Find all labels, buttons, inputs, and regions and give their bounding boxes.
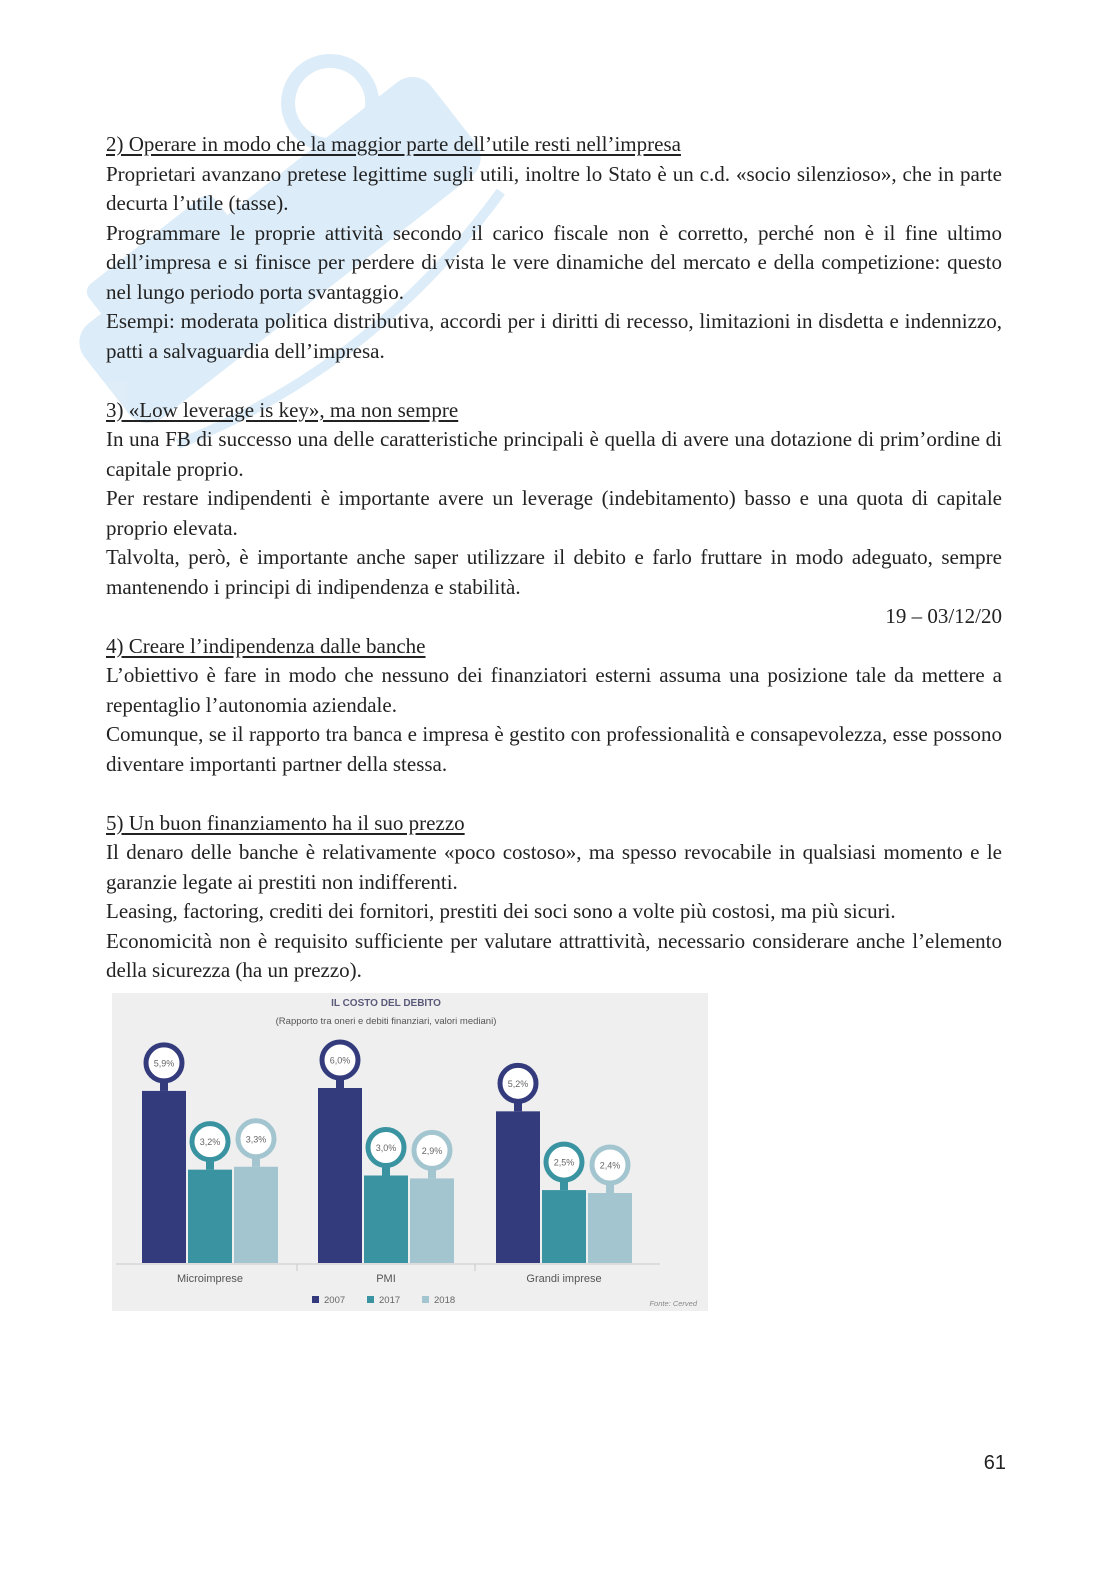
chart-data-label: 3,0%: [375, 1143, 397, 1153]
chart-data-label: 5,9%: [153, 1058, 175, 1069]
section-utile: [106, 130, 1002, 366]
chart-bar: [588, 1193, 632, 1263]
chart-bar: [410, 1178, 454, 1263]
chart-legend-label: 2017: [379, 1295, 401, 1306]
paragraph: L’obiettivo è fare in modo che nessuno dei finanziatori esterni assuma una posizione tale da mettere a repentaglio l’autonomia aziendale.: [106, 663, 1002, 717]
chart-data-label: 5,2%: [507, 1078, 529, 1089]
paragraph: Programmare le proprie attività secondo il carico fiscale non è corretto, perché non è il fine ultimo dell’impresa e si finisce per perdere di vista le vere dinamiche del mercato e della competizione: questo nel lungo periodo porta svantaggio.: [106, 220, 1002, 304]
chart-legend-swatch: [312, 1296, 319, 1303]
document-body: [106, 130, 1002, 986]
chart-data-label: 6,0%: [329, 1055, 351, 1066]
chart-data-label: 3,3%: [245, 1134, 267, 1145]
section-banche: [106, 632, 1002, 780]
paragraph: Il denaro delle banche è relativamente «poco costoso», ma spesso revocabile in qualsiasi momento e le garanzie legate ai prestiti non indifferenti.: [106, 840, 1002, 894]
page-number: 61: [983, 1452, 1006, 1474]
section-finanziamento: [106, 809, 1002, 986]
chart-bar: [364, 1176, 408, 1264]
chart-legend-label: 2018: [434, 1295, 456, 1306]
chart-subtitle: (Rapporto tra oneri e debiti finanziari, valori mediani): [275, 1016, 497, 1027]
section-leverage: [106, 396, 1002, 603]
chart-data-label: 3,2%: [199, 1137, 221, 1148]
chart-bar: [142, 1091, 186, 1263]
chart-legend-swatch: [367, 1296, 374, 1303]
paragraph: Economicità non è requisito sufficiente per valutare attrattività, necessario considerare anche l’elemento della sicurezza (ha un prezzo).: [106, 928, 1002, 982]
chart-data-label: 2,4%: [599, 1160, 621, 1171]
chart-title: IL COSTO DEL DEBITO: [331, 998, 441, 1009]
section-title: 5) Un buon finanziamento ha il suo prezzo: [106, 810, 465, 835]
chart-source: Fonte: Cerved: [649, 1299, 697, 1308]
chart-data-label: 2,5%: [553, 1157, 575, 1168]
chart-bar: [542, 1190, 586, 1263]
section-title: 3) «Low leverage is key», ma non sempre: [106, 397, 459, 422]
paragraph: Per restare indipendenti è importante avere un leverage (indebitamento) basso e una quota di capitale proprio elevata.: [106, 486, 1002, 540]
date-marker: 19 – 03/12/20: [885, 604, 1002, 628]
paragraph: Comunque, se il rapporto tra banca e impresa è gestito con professionalità e consapevolezza, esse possono diventare importanti partner della stessa.: [106, 722, 1002, 776]
chart-svg: [112, 993, 708, 1311]
chart-category-label: PMI: [376, 1273, 396, 1285]
paragraph: In una FB di successo una delle caratteristiche principali è quella di avere una dotazione di prim’ordine di capitale proprio.: [106, 427, 1002, 481]
chart-bar: [496, 1111, 540, 1263]
section-title: 2) Operare in modo che la maggior parte dell’utile resti nell’impresa: [106, 132, 681, 156]
paragraph: Talvolta, però, è importante anche saper utilizzare il debito e farlo fruttare in modo adeguato, sempre mantenendo i principi di indipendenza e stabilità.: [106, 545, 1002, 599]
debt-cost-chart: [112, 993, 708, 1311]
paragraph: Leasing, factoring, crediti dei fornitori, prestiti dei soci sono a volte più costosi, ma più sicuri.: [106, 899, 896, 923]
chart-legend-label: 2007: [324, 1295, 346, 1306]
section-title: 4) Creare l’indipendenza dalle banche: [106, 633, 426, 658]
paragraph: Proprietari avanzano pretese legittime sugli utili, inoltre lo Stato è un c.d. «socio silenzioso», che in parte decurta l’utile (tasse).: [106, 161, 1002, 215]
chart-legend-swatch: [422, 1296, 429, 1303]
chart-data-label: 2,9%: [421, 1145, 443, 1156]
paragraph: Esempi: moderata politica distributiva, accordi per i diritti di recesso, limitazioni in disdetta e indennizzo, patti a salvaguardia dell’impresa.: [106, 309, 1002, 363]
chart-bar: [318, 1088, 362, 1263]
chart-bar: [234, 1167, 278, 1263]
chart-bar: [188, 1170, 232, 1263]
chart-category-label: Microimprese: [176, 1273, 244, 1285]
chart-category-label: Grandi imprese: [526, 1273, 602, 1285]
